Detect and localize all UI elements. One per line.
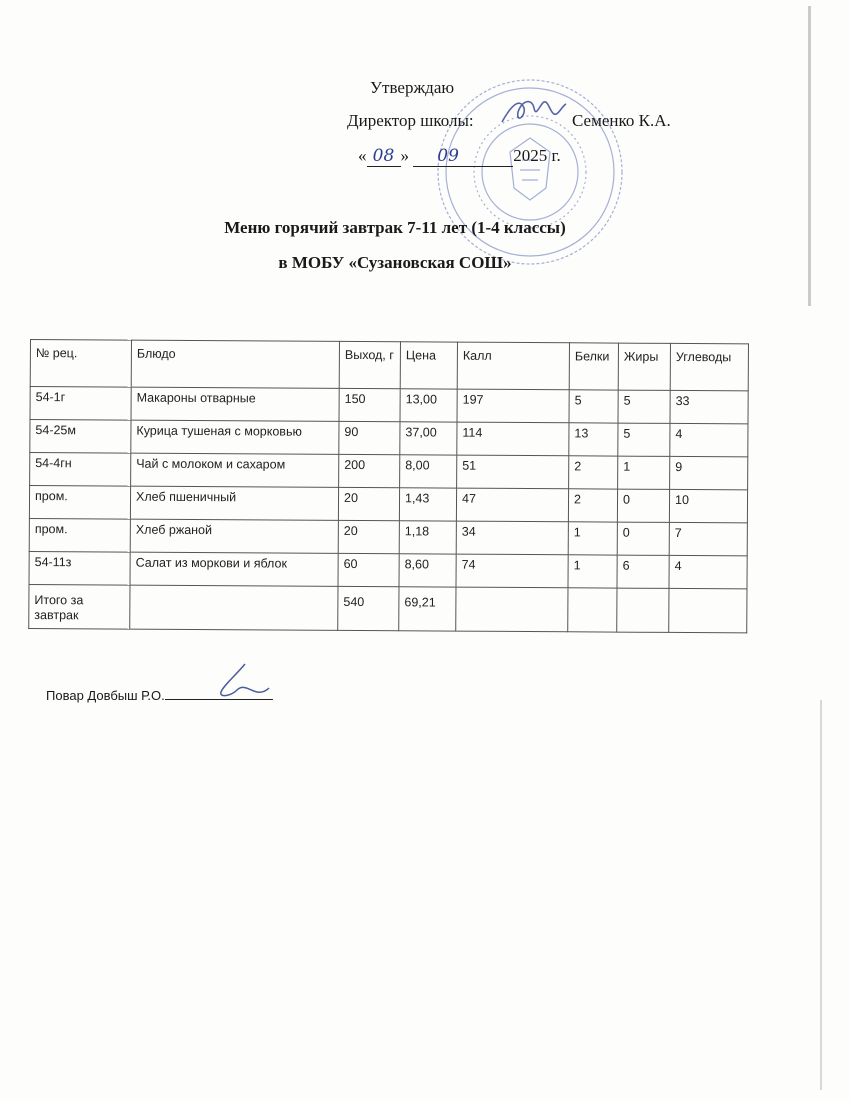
table-header-row bbox=[30, 340, 748, 391]
date-month-field bbox=[413, 146, 513, 167]
protein: 1 bbox=[568, 522, 617, 555]
fat: 6 bbox=[617, 555, 669, 588]
recipe-number: 54-25м bbox=[30, 420, 131, 454]
director-name: Семенко К.А. bbox=[572, 111, 671, 130]
output-grams: 20 bbox=[338, 487, 399, 520]
output-grams: 20 bbox=[338, 520, 399, 553]
calories: 74 bbox=[456, 554, 568, 588]
approval-heading bbox=[370, 78, 454, 98]
scan-edge-right bbox=[808, 6, 811, 306]
protein: 1 bbox=[568, 555, 617, 588]
header-recipe-number: № рец. bbox=[30, 340, 131, 388]
price: 13,00 bbox=[400, 389, 457, 422]
carbs: 4 bbox=[670, 423, 748, 456]
price: 8,00 bbox=[400, 455, 457, 488]
total-empty-dish bbox=[130, 585, 338, 630]
date-year: 2025 г. bbox=[513, 146, 561, 165]
calories: 34 bbox=[456, 521, 568, 555]
recipe-number: пром. bbox=[29, 518, 130, 552]
cook-signature bbox=[205, 660, 275, 700]
dish-name: Макароны отварные bbox=[131, 387, 339, 421]
header-protein: Белки bbox=[569, 343, 618, 390]
director-label: Директор школы: bbox=[347, 111, 474, 130]
carbs: 33 bbox=[670, 390, 748, 423]
table-row bbox=[29, 551, 747, 588]
dish-name: Салат из моркови и яблок bbox=[130, 552, 338, 586]
total-row bbox=[29, 584, 747, 632]
output-grams: 60 bbox=[338, 553, 399, 586]
price: 8,60 bbox=[399, 554, 456, 587]
table-row bbox=[30, 387, 748, 424]
date-month: 09 bbox=[437, 146, 459, 166]
dish-name: Хлеб пшеничный bbox=[130, 486, 338, 520]
header-fat: Жиры bbox=[618, 343, 670, 390]
fat: 0 bbox=[617, 489, 669, 522]
dish-name: Чай с молоком и сахаром bbox=[131, 453, 339, 487]
dish-name: Хлеб ржаной bbox=[130, 519, 338, 553]
total-label: Итого за завтрак bbox=[29, 584, 130, 629]
date-open-quote: « bbox=[358, 146, 367, 165]
director-signature bbox=[498, 94, 568, 128]
fat: 5 bbox=[618, 390, 670, 423]
calories: 51 bbox=[457, 455, 569, 489]
price: 1,18 bbox=[399, 521, 456, 554]
recipe-number: 54-4гн bbox=[30, 453, 131, 487]
menu-table bbox=[28, 339, 749, 633]
protein: 5 bbox=[569, 390, 618, 423]
table-row bbox=[29, 518, 747, 555]
header-dish: Блюдо bbox=[131, 340, 339, 388]
fat: 5 bbox=[618, 423, 670, 456]
header-price: Цена bbox=[400, 342, 457, 389]
date-day: 08 bbox=[372, 146, 395, 166]
total-output: 540 bbox=[338, 586, 399, 630]
fat: 0 bbox=[617, 522, 669, 555]
protein: 2 bbox=[568, 489, 617, 522]
output-grams: 90 bbox=[339, 421, 400, 454]
carbs: 10 bbox=[669, 489, 747, 522]
calories: 114 bbox=[457, 422, 569, 456]
recipe-number: 54-11з bbox=[29, 551, 130, 585]
carbs: 9 bbox=[670, 456, 748, 489]
output-grams: 200 bbox=[339, 454, 400, 487]
total-empty-protein bbox=[568, 588, 617, 632]
price: 37,00 bbox=[400, 422, 457, 455]
total-price: 69,21 bbox=[399, 587, 456, 631]
fat: 1 bbox=[618, 456, 670, 489]
protein: 13 bbox=[569, 423, 618, 456]
carbs: 4 bbox=[669, 555, 747, 588]
calories: 47 bbox=[456, 488, 568, 522]
cook-label: Повар Довбыш Р.О. bbox=[46, 688, 165, 703]
table-row bbox=[29, 486, 747, 523]
total-empty-fat bbox=[617, 588, 669, 632]
total-empty-carbs bbox=[669, 588, 747, 632]
approve-label: Утверждаю bbox=[370, 78, 455, 97]
school-title: в МОБУ «Сузановская СОШ» bbox=[278, 253, 512, 272]
protein: 2 bbox=[569, 456, 618, 489]
calories: 197 bbox=[457, 389, 569, 423]
table-row bbox=[30, 420, 748, 457]
date-day-field bbox=[367, 146, 401, 167]
price: 1,43 bbox=[399, 488, 456, 521]
output-grams: 150 bbox=[339, 388, 400, 421]
total-empty-calories bbox=[456, 587, 568, 632]
dish-name: Курица тушеная с морковью bbox=[131, 420, 339, 454]
header-carbs: Углеводы bbox=[670, 343, 748, 390]
approval-date bbox=[358, 146, 561, 167]
menu-title: Меню горячий завтрак 7-11 лет (1-4 классы) bbox=[224, 218, 566, 237]
scan-edge-right-lower bbox=[820, 700, 822, 1090]
header-output: Выход, г bbox=[339, 341, 400, 388]
carbs: 7 bbox=[669, 522, 747, 555]
header-calories: Калл bbox=[457, 342, 569, 390]
date-close-quote: » bbox=[400, 146, 409, 165]
table-row bbox=[30, 453, 748, 490]
recipe-number: 54-1г bbox=[30, 387, 131, 421]
recipe-number: пром. bbox=[29, 486, 130, 520]
